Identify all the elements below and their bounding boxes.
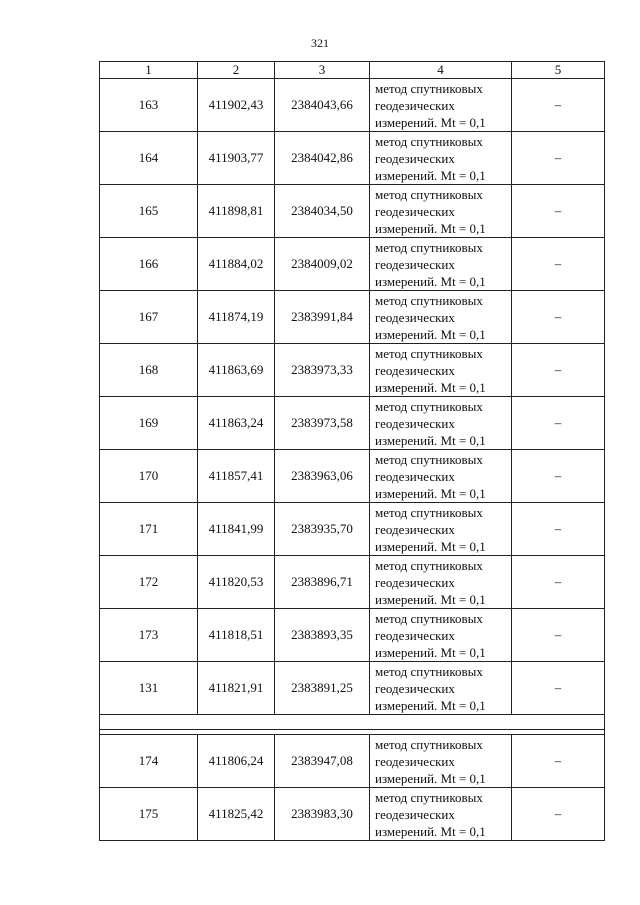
point-number-cell: 131 bbox=[100, 662, 198, 715]
point-number-cell: 168 bbox=[100, 344, 198, 397]
method-line: метод спутниковых bbox=[375, 451, 483, 467]
y-coordinate-cell: 2383983,30 bbox=[275, 788, 370, 841]
method-line: метод спутниковых bbox=[375, 345, 483, 361]
method-line: измерений. Mt = 0,1 bbox=[375, 697, 486, 713]
x-coordinate-cell: 411898,81 bbox=[198, 185, 275, 238]
table-row bbox=[100, 556, 605, 609]
method-cell bbox=[370, 397, 512, 450]
y-coordinate-cell: 2384009,02 bbox=[275, 238, 370, 291]
point-number-cell: 171 bbox=[100, 503, 198, 556]
point-number-cell: 175 bbox=[100, 788, 198, 841]
note-cell: – bbox=[512, 503, 605, 556]
point-number-cell: 172 bbox=[100, 556, 198, 609]
method-line: измерений. Mt = 0,1 bbox=[375, 167, 486, 183]
table-row bbox=[100, 185, 605, 238]
y-coordinate-cell: 2384042,86 bbox=[275, 132, 370, 185]
spacer-cell bbox=[100, 715, 605, 730]
method-line: измерений. Mt = 0,1 bbox=[375, 485, 486, 501]
y-coordinate-cell: 2383935,70 bbox=[275, 503, 370, 556]
method-line: измерений. Mt = 0,1 bbox=[375, 538, 486, 554]
point-number-cell: 174 bbox=[100, 735, 198, 788]
method-line: геодезических bbox=[375, 256, 455, 272]
method-line: измерений. Mt = 0,1 bbox=[375, 770, 486, 786]
method-line: метод спутниковых bbox=[375, 789, 483, 805]
y-coordinate-cell: 2383973,58 bbox=[275, 397, 370, 450]
method-line: геодезических bbox=[375, 203, 455, 219]
method-line: метод спутниковых bbox=[375, 557, 483, 573]
table-row bbox=[100, 609, 605, 662]
note-cell: – bbox=[512, 397, 605, 450]
point-number-cell: 170 bbox=[100, 450, 198, 503]
method-line: измерений. Mt = 0,1 bbox=[375, 379, 486, 395]
table-row bbox=[100, 344, 605, 397]
table-row bbox=[100, 662, 605, 715]
note-cell: – bbox=[512, 735, 605, 788]
method-line: геодезических bbox=[375, 362, 455, 378]
method-line: метод спутниковых bbox=[375, 239, 483, 255]
point-number-cell: 164 bbox=[100, 132, 198, 185]
table-row bbox=[100, 397, 605, 450]
method-cell bbox=[370, 662, 512, 715]
method-line: геодезических bbox=[375, 468, 455, 484]
method-cell bbox=[370, 788, 512, 841]
method-line: метод спутниковых bbox=[375, 133, 483, 149]
table-row bbox=[100, 450, 605, 503]
x-coordinate-cell: 411874,19 bbox=[198, 291, 275, 344]
x-coordinate-cell: 411821,91 bbox=[198, 662, 275, 715]
method-line: измерений. Mt = 0,1 bbox=[375, 432, 486, 448]
table-body bbox=[100, 79, 605, 841]
method-line: геодезических bbox=[375, 150, 455, 166]
header-col-5: 5 bbox=[512, 62, 605, 79]
method-line: геодезических bbox=[375, 97, 455, 113]
method-line: измерений. Mt = 0,1 bbox=[375, 273, 486, 289]
y-coordinate-cell: 2383947,08 bbox=[275, 735, 370, 788]
header-col-3: 3 bbox=[275, 62, 370, 79]
method-line: геодезических bbox=[375, 415, 455, 431]
table-row bbox=[100, 503, 605, 556]
point-number-cell: 167 bbox=[100, 291, 198, 344]
method-cell bbox=[370, 132, 512, 185]
header-col-4: 4 bbox=[370, 62, 512, 79]
method-line: геодезических bbox=[375, 806, 455, 822]
note-cell: – bbox=[512, 185, 605, 238]
table-row bbox=[100, 79, 605, 132]
method-line: метод спутниковых bbox=[375, 398, 483, 414]
note-cell: – bbox=[512, 238, 605, 291]
method-cell bbox=[370, 291, 512, 344]
point-number-cell: 166 bbox=[100, 238, 198, 291]
point-number-cell: 163 bbox=[100, 79, 198, 132]
method-line: геодезических bbox=[375, 680, 455, 696]
method-cell bbox=[370, 609, 512, 662]
method-line: измерений. Mt = 0,1 bbox=[375, 220, 486, 236]
y-coordinate-cell: 2383893,35 bbox=[275, 609, 370, 662]
method-cell bbox=[370, 556, 512, 609]
point-number-cell: 169 bbox=[100, 397, 198, 450]
x-coordinate-cell: 411863,69 bbox=[198, 344, 275, 397]
method-line: геодезических bbox=[375, 574, 455, 590]
table-spacer-row bbox=[100, 715, 605, 730]
x-coordinate-cell: 411841,99 bbox=[198, 503, 275, 556]
note-cell: – bbox=[512, 662, 605, 715]
x-coordinate-cell: 411902,43 bbox=[198, 79, 275, 132]
y-coordinate-cell: 2384043,66 bbox=[275, 79, 370, 132]
table-row bbox=[100, 788, 605, 841]
x-coordinate-cell: 411884,02 bbox=[198, 238, 275, 291]
note-cell: – bbox=[512, 450, 605, 503]
x-coordinate-cell: 411818,51 bbox=[198, 609, 275, 662]
method-cell bbox=[370, 735, 512, 788]
method-cell bbox=[370, 344, 512, 397]
method-line: метод спутниковых bbox=[375, 610, 483, 626]
method-line: геодезических bbox=[375, 627, 455, 643]
y-coordinate-cell: 2383973,33 bbox=[275, 344, 370, 397]
method-cell bbox=[370, 79, 512, 132]
method-line: геодезических bbox=[375, 521, 455, 537]
method-line: измерений. Mt = 0,1 bbox=[375, 591, 486, 607]
x-coordinate-cell: 411820,53 bbox=[198, 556, 275, 609]
table-row bbox=[100, 132, 605, 185]
table-row bbox=[100, 735, 605, 788]
table-header-row bbox=[100, 62, 605, 79]
note-cell: – bbox=[512, 79, 605, 132]
note-cell: – bbox=[512, 609, 605, 662]
method-line: метод спутниковых bbox=[375, 186, 483, 202]
method-line: геодезических bbox=[375, 309, 455, 325]
y-coordinate-cell: 2383963,06 bbox=[275, 450, 370, 503]
y-coordinate-cell: 2383896,71 bbox=[275, 556, 370, 609]
table-row bbox=[100, 238, 605, 291]
method-cell bbox=[370, 238, 512, 291]
method-cell bbox=[370, 185, 512, 238]
method-cell bbox=[370, 503, 512, 556]
y-coordinate-cell: 2384034,50 bbox=[275, 185, 370, 238]
header-col-1: 1 bbox=[100, 62, 198, 79]
note-cell: – bbox=[512, 344, 605, 397]
method-line: измерений. Mt = 0,1 bbox=[375, 114, 486, 130]
method-line: метод спутниковых bbox=[375, 504, 483, 520]
method-line: геодезических bbox=[375, 753, 455, 769]
point-number-cell: 173 bbox=[100, 609, 198, 662]
header-col-2: 2 bbox=[198, 62, 275, 79]
method-line: измерений. Mt = 0,1 bbox=[375, 326, 486, 342]
x-coordinate-cell: 411806,24 bbox=[198, 735, 275, 788]
x-coordinate-cell: 411863,24 bbox=[198, 397, 275, 450]
method-line: метод спутниковых bbox=[375, 736, 483, 752]
table-row bbox=[100, 291, 605, 344]
note-cell: – bbox=[512, 788, 605, 841]
x-coordinate-cell: 411903,77 bbox=[198, 132, 275, 185]
coordinates-table bbox=[99, 61, 605, 841]
method-line: метод спутниковых bbox=[375, 80, 483, 96]
method-line: измерений. Mt = 0,1 bbox=[375, 823, 486, 839]
note-cell: – bbox=[512, 291, 605, 344]
page-number: 321 bbox=[311, 36, 329, 50]
note-cell: – bbox=[512, 556, 605, 609]
method-line: метод спутниковых bbox=[375, 663, 483, 679]
y-coordinate-cell: 2383891,25 bbox=[275, 662, 370, 715]
x-coordinate-cell: 411857,41 bbox=[198, 450, 275, 503]
point-number-cell: 165 bbox=[100, 185, 198, 238]
note-cell: – bbox=[512, 132, 605, 185]
method-line: метод спутниковых bbox=[375, 292, 483, 308]
x-coordinate-cell: 411825,42 bbox=[198, 788, 275, 841]
y-coordinate-cell: 2383991,84 bbox=[275, 291, 370, 344]
method-cell bbox=[370, 450, 512, 503]
method-line: измерений. Mt = 0,1 bbox=[375, 644, 486, 660]
